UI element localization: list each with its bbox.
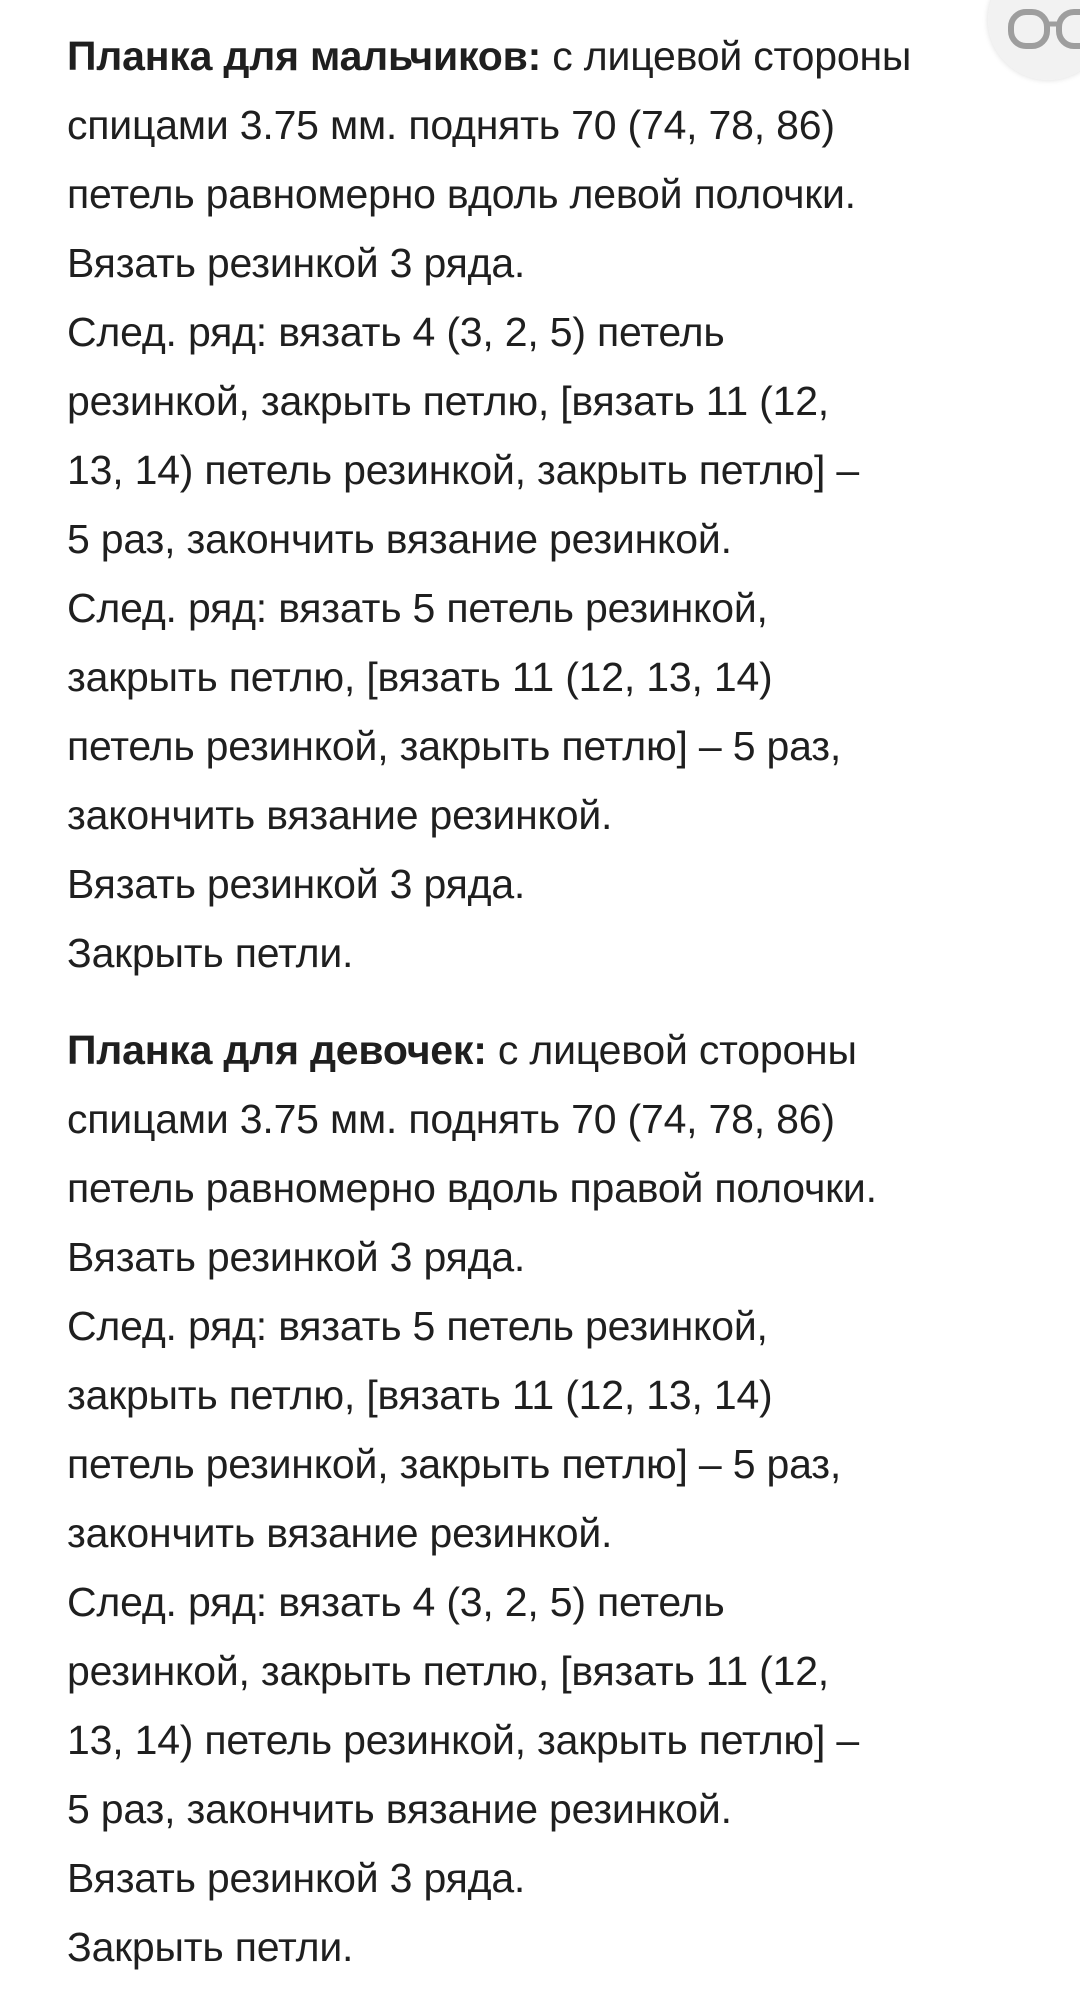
text-line: спицами 3.75 мм. поднять 70 (74, 78, 86) [67, 1096, 835, 1142]
text-line [67, 22, 1057, 91]
text-line: 13, 14) петель резинкой, закрыть петлю] – [67, 447, 859, 493]
text-line: закончить вязание резинкой. [67, 1510, 613, 1556]
text-line: 13, 14) петель резинкой, закрыть петлю] – [67, 1717, 859, 1763]
text-line: резинкой, закрыть петлю, [вязать 11 (12, [67, 1648, 829, 1694]
text-line: Вязать резинкой 3 ряда. [67, 1234, 526, 1280]
text-line: Вязать резинкой 3 ряда. [67, 240, 526, 286]
text-line: петель резинкой, закрыть петлю] – 5 раз, [67, 723, 842, 769]
text-line: резинкой, закрыть петлю, [вязать 11 (12, [67, 378, 829, 424]
section-heading: Планка для девочек: [67, 1027, 487, 1073]
text-line: Закрыть петли. [67, 1924, 354, 1970]
text-line: с лицевой стороны [486, 1027, 857, 1073]
text-line: петель резинкой, закрыть петлю] – 5 раз, [67, 1441, 842, 1487]
article-content [67, 22, 1057, 1982]
text-line: закрыть петлю, [вязать 11 (12, 13, 14) [67, 654, 773, 700]
text-line: закрыть петлю, [вязать 11 (12, 13, 14) [67, 1372, 773, 1418]
girls-placket-section [67, 1016, 1057, 1982]
text-line: Вязать резинкой 3 ряда. [67, 1855, 526, 1901]
text-line: с лицевой стороны [541, 33, 912, 79]
text-line: закончить вязание резинкой. [67, 792, 613, 838]
section-heading: Планка для мальчиков: [67, 33, 542, 79]
text-line: След. ряд: вязать 4 (3, 2, 5) петель [67, 1579, 725, 1625]
text-line [67, 1016, 1057, 1085]
glasses-icon [1008, 8, 1080, 52]
text-line: След. ряд: вязать 5 петель резинкой, [67, 1303, 768, 1349]
text-line: Закрыть петли. [67, 930, 354, 976]
boys-placket-section [67, 22, 1057, 988]
text-line: 5 раз, закончить вязание резинкой. [67, 1786, 732, 1832]
text-line: След. ряд: вязать 4 (3, 2, 5) петель [67, 309, 725, 355]
text-line: 5 раз, закончить вязание резинкой. [67, 516, 732, 562]
text-line: петель равномерно вдоль левой полочки. [67, 171, 856, 217]
text-line: петель равномерно вдоль правой полочки. [67, 1165, 877, 1211]
text-line: Вязать резинкой 3 ряда. [67, 861, 526, 907]
text-line: спицами 3.75 мм. поднять 70 (74, 78, 86) [67, 102, 835, 148]
text-line: След. ряд: вязать 5 петель резинкой, [67, 585, 768, 631]
